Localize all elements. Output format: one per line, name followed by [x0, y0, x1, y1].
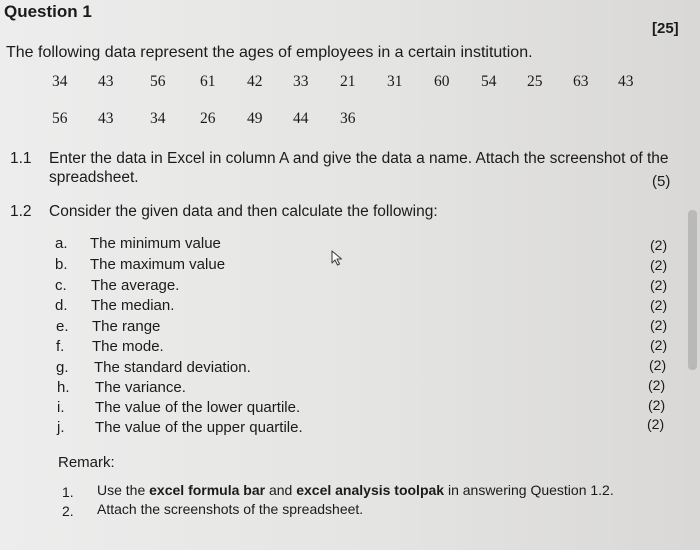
data-value: 36	[340, 110, 356, 127]
item-text: The range	[92, 318, 161, 335]
item-marks: (2)	[650, 257, 668, 273]
item-letter: b.	[55, 256, 68, 273]
item-letter: g.	[56, 359, 69, 376]
item-text: The average.	[91, 277, 180, 294]
item-marks: (2)	[650, 277, 668, 293]
item-marks: (2)	[647, 416, 665, 432]
item-letter: d.	[55, 297, 68, 314]
question-title: Question 1	[4, 2, 92, 21]
item-text: The minimum value	[90, 235, 221, 252]
data-value: 49	[247, 110, 263, 127]
question-1-1-marks: (5)	[652, 173, 671, 190]
data-value: 43	[618, 73, 634, 90]
data-value: 42	[247, 73, 263, 90]
question-total-marks: [25]	[652, 20, 679, 37]
item-letter: h.	[57, 379, 70, 396]
data-value: 31	[387, 73, 403, 90]
item-letter: c.	[55, 277, 67, 294]
data-value: 63	[573, 73, 589, 90]
data-value: 44	[293, 110, 309, 127]
remark-item-2: Attach the screenshots of the spreadsheet.	[97, 501, 364, 517]
data-value: 61	[200, 73, 216, 90]
item-text: The median.	[91, 297, 175, 314]
item-marks: (2)	[648, 397, 666, 413]
data-row-2	[0, 110, 700, 132]
remark-number: 1.	[62, 484, 74, 500]
scrollbar[interactable]	[688, 210, 697, 370]
item-marks: (2)	[650, 337, 668, 353]
item-letter: f.	[56, 338, 65, 355]
item-text: The value of the lower quartile.	[95, 399, 301, 416]
item-letter: a.	[55, 235, 68, 252]
remark-item-1: Use the excel formula bar and excel analysis toolpak in answering Question 1.2.	[97, 482, 614, 498]
data-value: 43	[98, 110, 114, 127]
data-value: 34	[150, 110, 166, 127]
remark-label: Remark:	[58, 454, 115, 471]
data-value: 25	[527, 73, 543, 90]
question-1-2-text: Consider the given data and then calculate the following:	[49, 203, 438, 220]
item-text: The mode.	[92, 338, 164, 355]
data-value: 33	[293, 73, 309, 90]
remark-number: 2.	[62, 503, 74, 519]
item-marks: (2)	[650, 317, 668, 333]
item-letter: j.	[57, 419, 65, 436]
item-marks: (2)	[650, 237, 668, 253]
item-text: The maximum value	[90, 256, 226, 273]
data-value: 54	[481, 73, 497, 90]
item-text: The variance.	[95, 379, 186, 396]
question-1-2-number: 1.2	[10, 203, 32, 220]
item-letter: e.	[56, 318, 69, 335]
item-text: The standard deviation.	[94, 359, 251, 376]
data-row-1	[0, 73, 700, 95]
data-value: 21	[340, 73, 356, 90]
data-value: 43	[98, 73, 114, 90]
item-marks: (2)	[648, 377, 666, 393]
question-1-1-line2: spreadsheet.	[49, 169, 139, 186]
item-marks: (2)	[649, 357, 667, 373]
data-value: 34	[52, 73, 68, 90]
question-1-1-number: 1.1	[10, 150, 32, 167]
item-text: The value of the upper quartile.	[95, 419, 303, 436]
data-value: 56	[150, 73, 166, 90]
question-1-1-line1: Enter the data in Excel in column A and give the data a name. Attach the screenshot of the	[49, 150, 669, 167]
data-value: 60	[434, 73, 450, 90]
data-value: 26	[200, 110, 216, 127]
item-marks: (2)	[650, 297, 668, 313]
data-value: 56	[52, 110, 68, 127]
intro-text: The following data represent the ages of employees in a certain institution.	[6, 44, 533, 61]
item-letter: i.	[57, 399, 65, 416]
mouse-pointer-icon	[330, 250, 344, 271]
